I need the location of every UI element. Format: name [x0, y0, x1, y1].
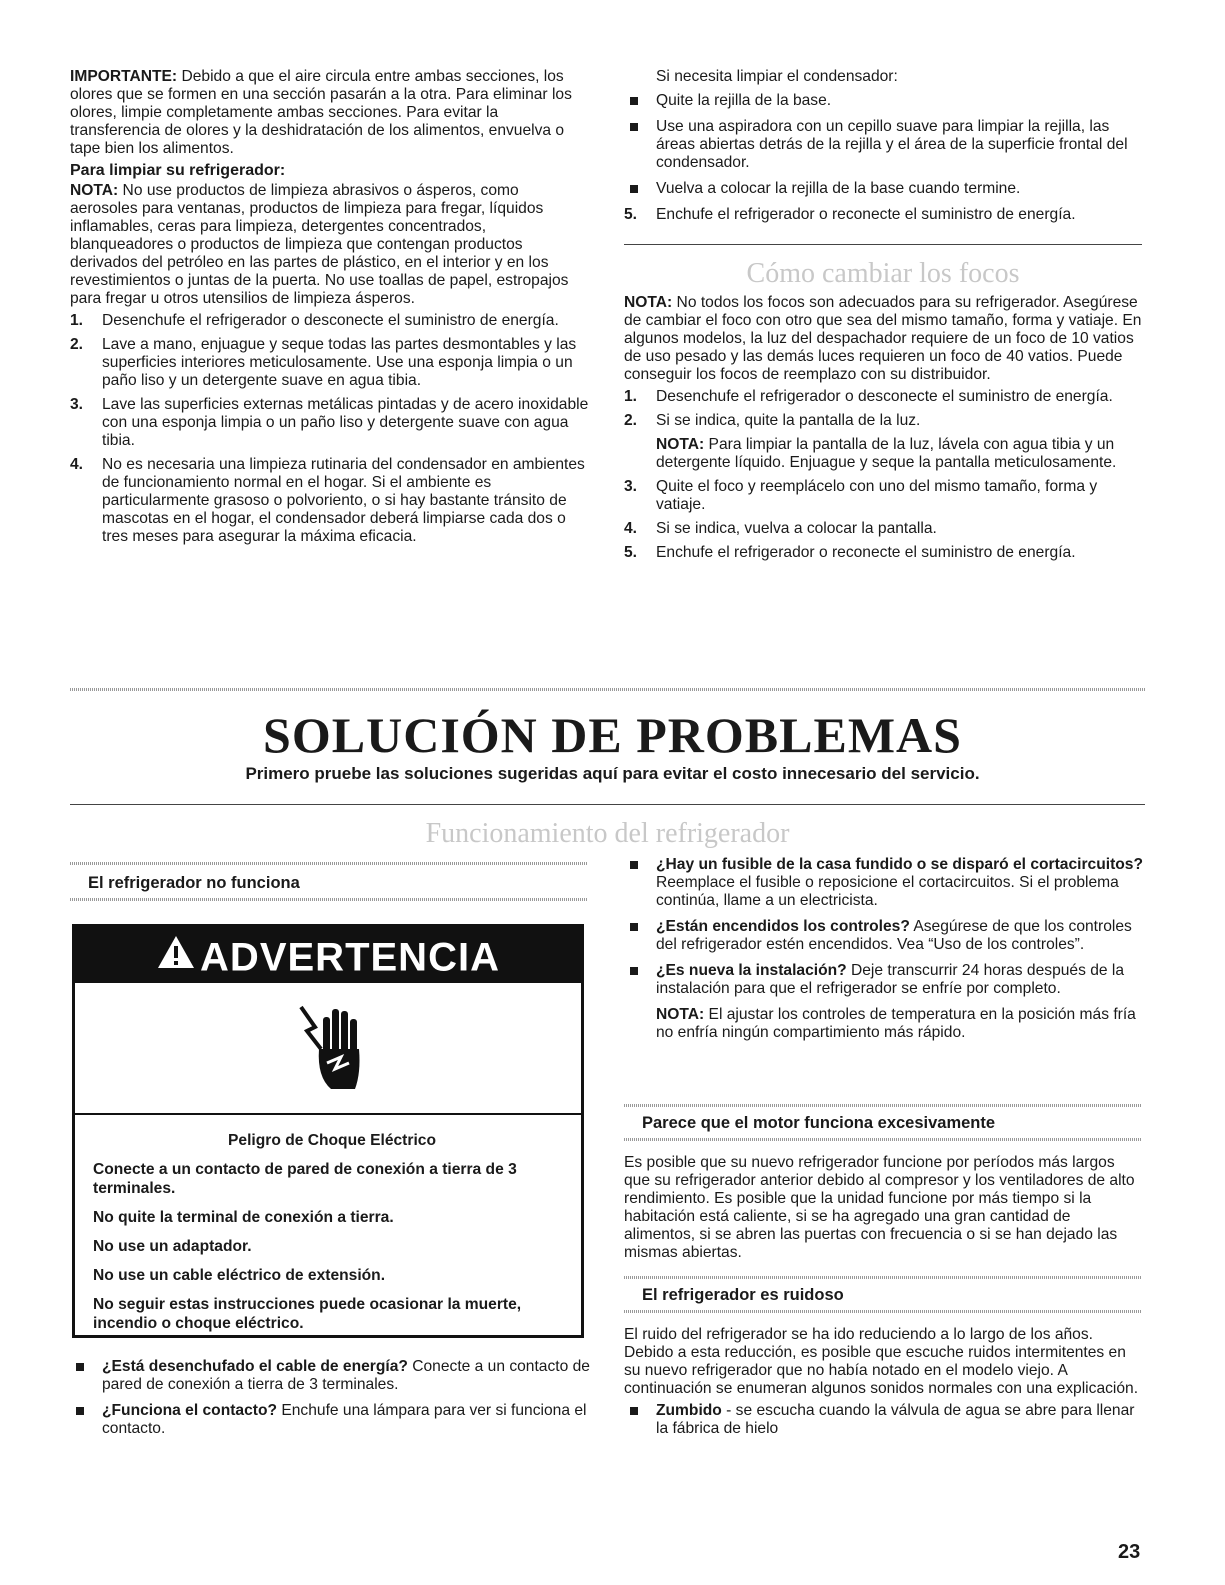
dotted-divider	[624, 1276, 1142, 1279]
warning-line: No use un cable eléctrico de extensión.	[93, 1267, 386, 1284]
list-item: 5. Enchufe el refrigerador o reconecte el suministro de energía.	[624, 206, 1076, 223]
right-top-column	[624, 68, 1146, 230]
page-subtitle: Primero pruebe las soluciones sugeridas aquí para evitar el costo innecesario del servicio.	[245, 764, 980, 783]
noise-subhead: El refrigerador es ruidoso	[642, 1286, 844, 1304]
list-item: 4. Si se indica, vuelva a colocar la pantalla.	[624, 520, 937, 537]
list-item: ¿Funciona el contacto? Enchufe una lámpara para ver si funciona el contacto.	[70, 1402, 590, 1438]
shock-hazard-area	[75, 983, 581, 1115]
install-note: NOTA: El ajustar los controles de temperatura en la posición más fría no enfría ningún compartimiento más rápido.	[656, 1006, 1136, 1041]
list-item: ¿Está desenchufado el cable de energía? Conecte a un contacto de pared de conexión a tierra de 3 terminales.	[70, 1358, 590, 1394]
noise-column	[624, 1326, 1140, 1446]
functioning-section-title: Funcionamiento del refrigerador	[425, 818, 790, 849]
warning-line: No seguir estas instrucciones puede ocasionar la muerte, incendio o choque eléctrico.	[93, 1296, 522, 1332]
focos-column	[624, 294, 1146, 568]
list-item: 2. Lave a mano, enjuague y seque todas las partes desmontables y las superficies interiores meticulosamente. Use una esponja limpia o un paño liso y un detergente suave en agua tibia.	[70, 336, 577, 389]
motor-paragraph: Es posible que su nuevo refrigerador funcione por períodos más largos que su refrigerador anterior debido al compresor y los ventiladores de alto rendimiento. Es posible que la unidad funcione por más tiempo si la habitación está caliente, si se ha agregado una gran cantidad de alimentos, si se abren las puertas con frecuencia o si se han dejado las mismas abiertas.	[624, 1154, 1135, 1261]
list-item: Use una aspiradora con un cepillo suave para limpiar la rejilla, las áreas abiertas detrás de la rejilla y el área de la superficie frontal del condensador.	[624, 118, 1146, 172]
importante-paragraph: IMPORTANTE: Debido a que el aire circula entre ambas secciones, los olores que se formen en una sección pasarán a la otra. Para eliminar los olores, limpie completamente ambas secciones. Para evitar la transferencia de olores y la deshidratación de los alimentos, envuelva o tape bien los alimentos.	[70, 68, 572, 157]
warning-line: Conecte a un contacto de pared de conexión a tierra de 3 terminales.	[93, 1161, 517, 1197]
warning-text	[93, 1131, 571, 1343]
dotted-divider	[624, 1104, 1142, 1107]
danger-label: Peligro de Choque Eléctrico	[228, 1132, 436, 1149]
focos-section-title: Cómo cambiar los focos	[746, 258, 1020, 289]
right-bottom-column	[624, 856, 1146, 1050]
list-item: 1. Desenchufe el refrigerador o desconecte el suministro de energía.	[70, 312, 559, 329]
list-item: ¿Hay un fusible de la casa fundido o se disparó el cortacircuitos? Reemplace el fusible o reposicione el cortacircuitos. Si el problema continúa, llame a un electricista.	[624, 856, 1146, 910]
dotted-divider	[624, 1310, 1142, 1313]
clean-heading: Para limpiar su refrigerador:	[70, 162, 286, 179]
condenser-list	[624, 92, 1146, 198]
list-item: 5. Enchufe el refrigerador o reconecte el suministro de energía.	[624, 544, 1076, 561]
list-item: Vuelva a colocar la rejilla de la base cuando termine.	[624, 180, 1146, 198]
list-item: 2. Si se indica, quite la pantalla de la luz. NOTA: Para limpiar la pantalla de la luz, lávela con agua tibia y un detergente líquido. Enjuague y seque la pantalla meticulosamente.	[624, 412, 1146, 472]
dotted-divider	[624, 1138, 1142, 1141]
not-working-subhead: El refrigerador no funciona	[88, 874, 300, 892]
power-check-list	[624, 856, 1146, 1042]
focos-note: NOTA: No todos los focos son adecuados para su refrigerador. Asegúrese de cambiar el foco con otro que sea del mismo tamaño, forma y vatiaje. En algunos modelos, la luz del despachador requiere de un foco de 10 vatios de uso pesado y las demás luces requieren un foco de 40 vatios. Puede conseguir los focos de reemplazo con su distribuidor.	[624, 294, 1142, 383]
warning-header: ADVERTENCIA	[75, 927, 581, 983]
page-number: 23	[1118, 1541, 1141, 1563]
cleaning-step-5	[624, 206, 1146, 224]
list-item: Quite la rejilla de la base.	[624, 92, 1146, 110]
divider	[624, 244, 1142, 245]
divider	[70, 804, 1145, 805]
left-bottom-column	[70, 1354, 590, 1446]
list-item: 3. Quite el foco y reemplácelo con uno del mismo tamaño, forma y vatiaje.	[624, 478, 1098, 513]
focos-step2-note: NOTA: Para limpiar la pantalla de la luz, lávela con agua tibia y un detergente líquido. Enjuague y seque la pantalla meticulosamente.	[656, 436, 1117, 471]
warning-line: No use un adaptador.	[93, 1238, 252, 1255]
electric-shock-icon	[297, 997, 367, 1102]
warning-box	[72, 924, 584, 1338]
condenser-intro: Si necesita limpiar el condensador:	[656, 68, 898, 85]
noise-list	[624, 1402, 1140, 1438]
list-item: 1. Desenchufe el refrigerador o desconecte el suministro de energía.	[624, 388, 1113, 405]
dotted-divider	[70, 688, 1145, 691]
page-title: SOLUCIÓN DE PROBLEMAS	[263, 707, 962, 763]
noise-paragraph: El ruido del refrigerador se ha ido reduciendo a lo largo de los años. Debido a esta reducción, es posible que escuche ruidos intermitentes en su nuevo refrigerador que no había notado en el modelo viejo. A continuación se enumeran algunos sonidos normales con una explicación.	[624, 1326, 1139, 1397]
warning-triangle-icon	[156, 929, 196, 985]
focos-steps	[624, 388, 1146, 562]
clean-note: NOTA: No use productos de limpieza abrasivos o ásperos, como aerosoles para ventanas, productos de limpieza para fregar, líquidos inflamables, ceras para limpieza, detergentes concentrados, blanqueadores o productos de limpieza que contengan productos derivados del petróleo en las partes de plástico, en el interior y en los revestimientos o juntas de la puerta. No use toallas de papel, estropajos para fregar u otros utensilios de limpieza ásperos.	[70, 182, 569, 307]
left-top-column	[70, 68, 590, 552]
list-item: ¿Es nueva la instalación? Deje transcurrir 24 horas después de la instalación para que el refrigerador se enfríe por completo. NOTA: El ajustar los controles de temperatura en la posición más fría no enfría ningún compartimiento más rápido.	[624, 962, 1146, 1042]
dotted-divider	[70, 862, 588, 865]
cleaning-steps	[70, 312, 590, 546]
list-item: Zumbido - se escucha cuando la válvula de agua se abre para llenar la fábrica de hielo	[624, 1402, 1140, 1438]
list-item: 3. Lave las superficies externas metálicas pintadas y de acero inoxidable con una esponja limpia o un paño liso y detergente suave con agua tibia.	[70, 396, 589, 449]
warning-line: No quite la terminal de conexión a tierra.	[93, 1209, 394, 1226]
motor-paragraph-wrap	[624, 1154, 1140, 1266]
list-item: 4. No es necesaria una limpieza rutinaria del condensador en ambientes de funcionamiento normal en el hogar. Si el ambiente es particularmente grasoso o polvoriento, o si hay bastante tránsito de mascotas en el hogar, el condensador deberá limpiarse cada dos o tres meses para asegurar la máxima eficacia.	[70, 456, 585, 545]
dotted-divider	[70, 898, 588, 901]
not-working-list	[70, 1358, 590, 1438]
list-item: ¿Están encendidos los controles? Asegúrese de que los controles del refrigerador estén encendidos. Vea “Uso de los controles”.	[624, 918, 1146, 954]
motor-subhead: Parece que el motor funciona excesivamente	[642, 1114, 996, 1132]
